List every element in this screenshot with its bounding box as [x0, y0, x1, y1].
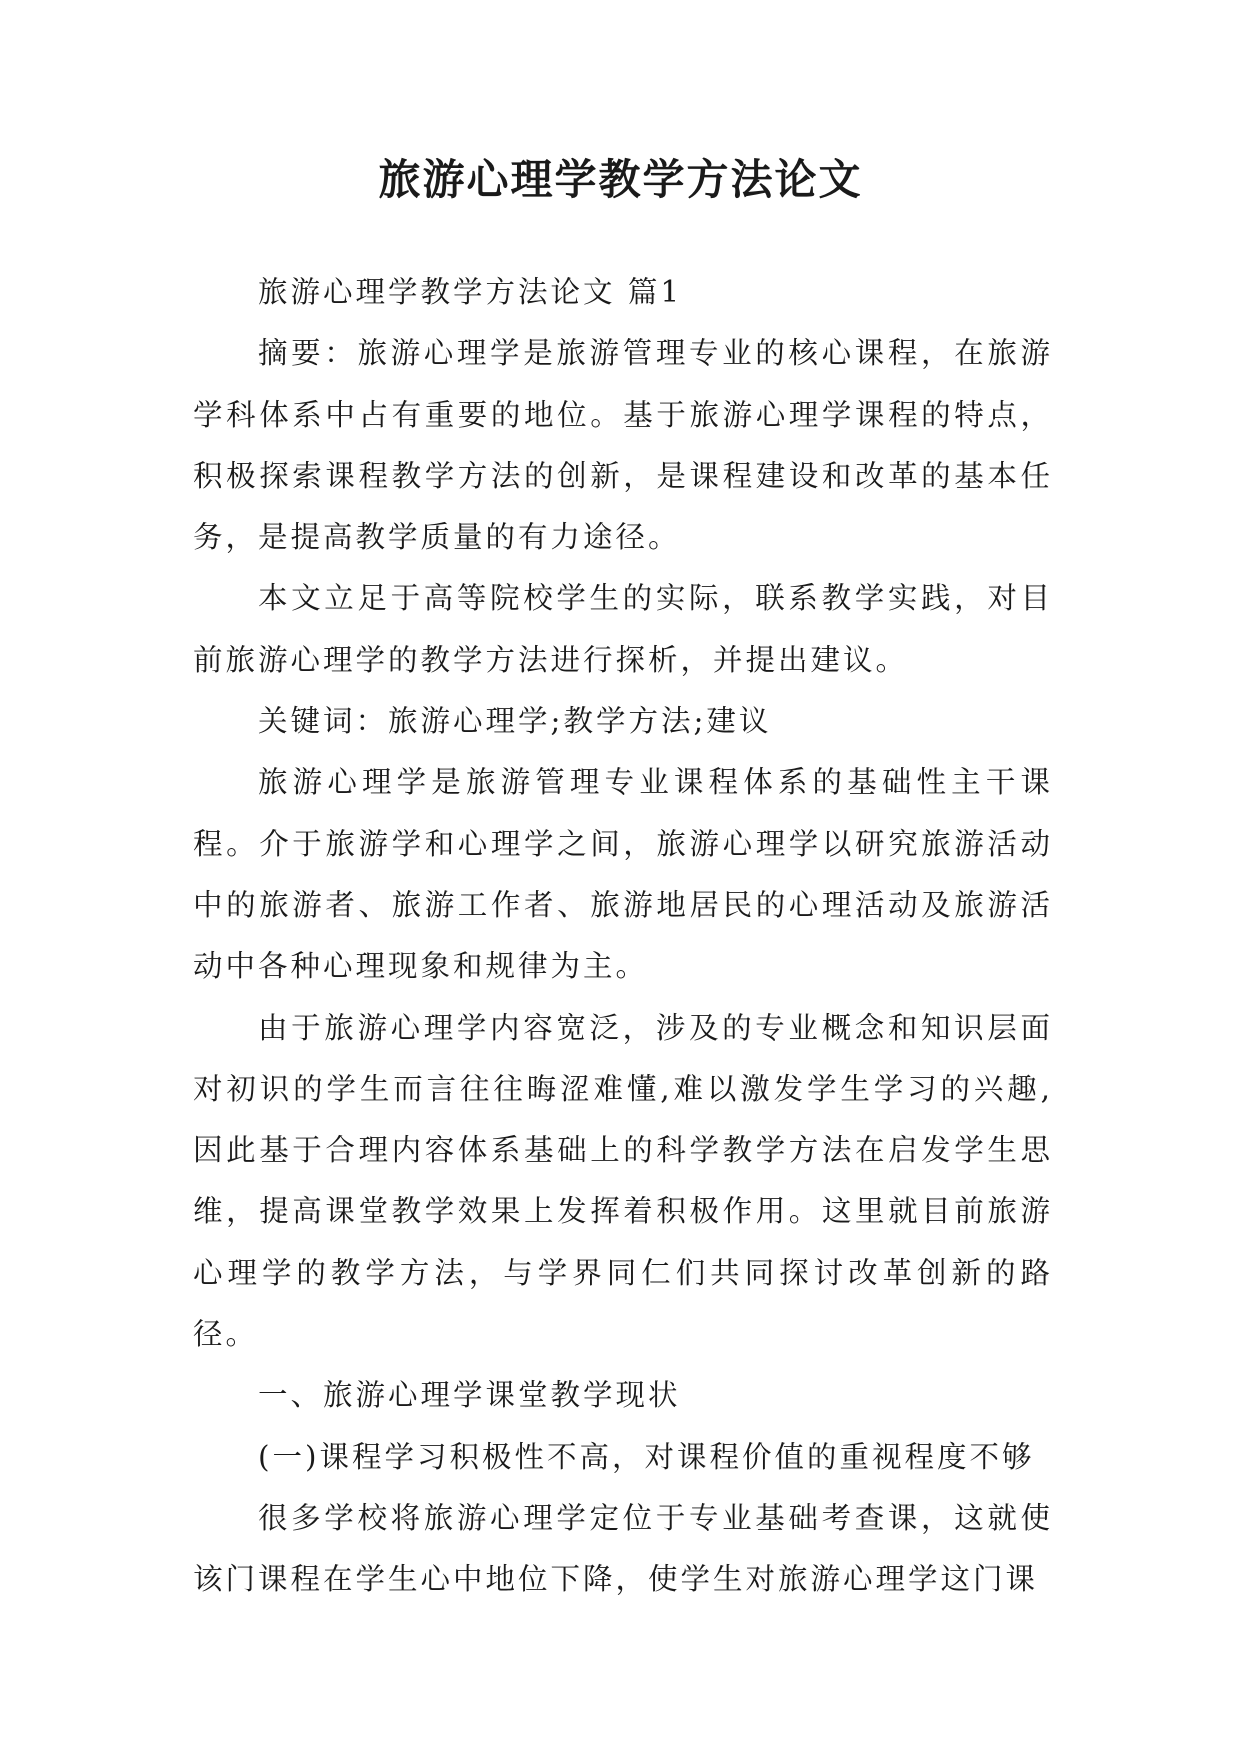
abstract-paragraph: 摘要：旅游心理学是旅游管理专业的核心课程，在旅游学科体系中占有重要的地位。基于旅游心理学课程的特点，积极探索课程教学方法的创新，是课程建设和改革的基本任务，是提高教学质量的有力途径。: [193, 336, 1053, 555]
intro-paragraph-1: 旅游心理学是旅游管理专业课程体系的基础性主干课程。介于旅游学和心理学之间，旅游心理学以研究旅游活动中的旅游者、旅游工作者、旅游地居民的心理活动及旅游活动中各种心理现象和规律为主。: [193, 765, 1053, 984]
document-title: 旅游心理学教学方法论文: [378, 155, 863, 204]
intro-paragraph-2: 由于旅游心理学内容宽泛，涉及的专业概念和知识层面对初识的学生而言往往晦涩难懂,难以激发学生学习的兴趣,因此基于合理内容体系基础上的科学教学方法在启发学生思维，提高课堂教学效果上发挥着积极作用。这里就目前旅游心理学的教学方法，与学界同仁们共同探讨改革创新的路径。: [193, 1010, 1053, 1352]
section-heading-part-1: 旅游心理学教学方法论文 篇1: [258, 275, 683, 309]
body-paragraph: 很多学校将旅游心理学定位于专业基础考查课，这就使该门课程在学生心中地位下降，使学生对旅游心理学这门课: [193, 1500, 1053, 1597]
section-heading-1: 一、旅游心理学课堂教学现状: [258, 1378, 681, 1413]
abstract-continuation-paragraph: 本文立足于高等院校学生的实际，联系教学实践，对目前旅游心理学的教学方法进行探析，并提出建议。: [193, 581, 1053, 677]
subsection-heading-1: (一)课程学习积极性不高，对课程价值的重视程度不够: [258, 1439, 1035, 1474]
document-body: [193, 262, 1053, 1611]
keywords-line: 关键词：旅游心理学;教学方法;建议: [258, 704, 772, 739]
